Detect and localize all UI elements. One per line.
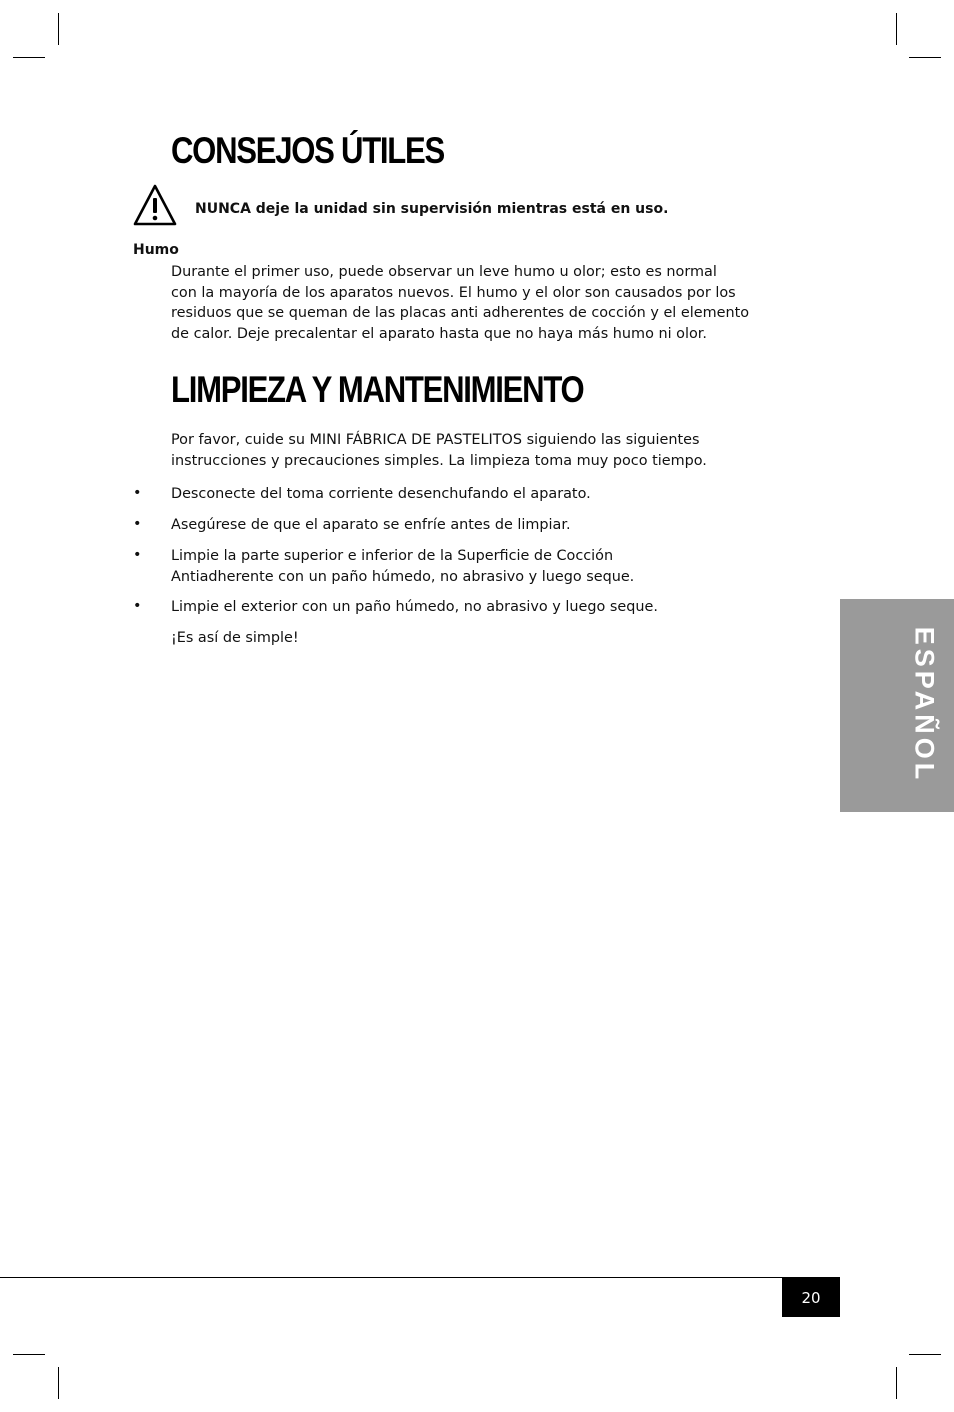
bullet-line: Limpie el exterior con un paño húmedo, no abrasivo y luego seque. <box>171 599 658 615</box>
smoke-line: residuos que se queman de las placas anti adherentes de cocción y el elemento <box>171 305 750 321</box>
warning-icon <box>133 183 177 227</box>
crop-mark <box>58 13 59 45</box>
bullet-item <box>171 484 731 505</box>
crop-mark <box>896 1367 897 1399</box>
bullet-marker: • <box>133 598 142 614</box>
intro-line: Por favor, cuide su MINI FÁBRICA DE PASTELITOS siguiendo las siguientes <box>171 432 700 448</box>
smoke-line: con la mayoría de los aparatos nuevos. El humo y el olor son causados por los <box>171 284 736 301</box>
language-tab-label: ESPAÑOL <box>909 626 940 784</box>
warning-text: NUNCA deje la unidad sin supervisión mientras está en uso. <box>195 201 669 217</box>
crop-mark <box>909 57 941 58</box>
bullet-marker: • <box>133 516 142 532</box>
bullet-item <box>171 515 731 536</box>
crop-mark <box>58 1367 59 1399</box>
closing-text: ¡Es así de simple! <box>171 630 299 646</box>
footer-rule <box>0 1277 840 1278</box>
bullet-line: Antiadherente con un paño húmedo, no abrasivo y luego seque. <box>171 569 635 585</box>
bullet-marker: • <box>133 547 142 563</box>
smoke-paragraph <box>171 262 751 344</box>
bullet-line: Asegúrese de que el aparato se enfríe antes de limpiar. <box>171 517 571 533</box>
bullet-marker: • <box>133 485 142 501</box>
tips-title: CONSEJOS ÚTILES <box>171 130 444 171</box>
bullet-item <box>171 597 731 618</box>
bullet-line: Limpie la parte superior e inferior de la Superficie de Cocción <box>171 548 614 564</box>
crop-mark <box>13 57 45 58</box>
cleaning-intro <box>171 430 751 471</box>
page-number: 20 <box>782 1278 840 1317</box>
crop-mark <box>909 1354 941 1355</box>
bullet-line: Desconecte del toma corriente desenchufando el aparato. <box>171 486 591 502</box>
bullet-item <box>171 546 731 588</box>
intro-line: instrucciones y precauciones simples. La limpieza toma muy poco tiempo. <box>171 452 707 469</box>
language-tab <box>840 599 954 812</box>
crop-mark <box>13 1354 45 1355</box>
smoke-heading: Humo <box>133 242 179 258</box>
cleaning-title: LIMPIEZA Y MANTENIMIENTO <box>171 369 584 410</box>
smoke-line: Durante el primer uso, puede observar un leve humo u olor; esto es normal <box>171 264 717 280</box>
smoke-line: de calor. Deje precalentar el aparato hasta que no haya más humo ni olor. <box>171 325 707 342</box>
crop-mark <box>896 13 897 45</box>
